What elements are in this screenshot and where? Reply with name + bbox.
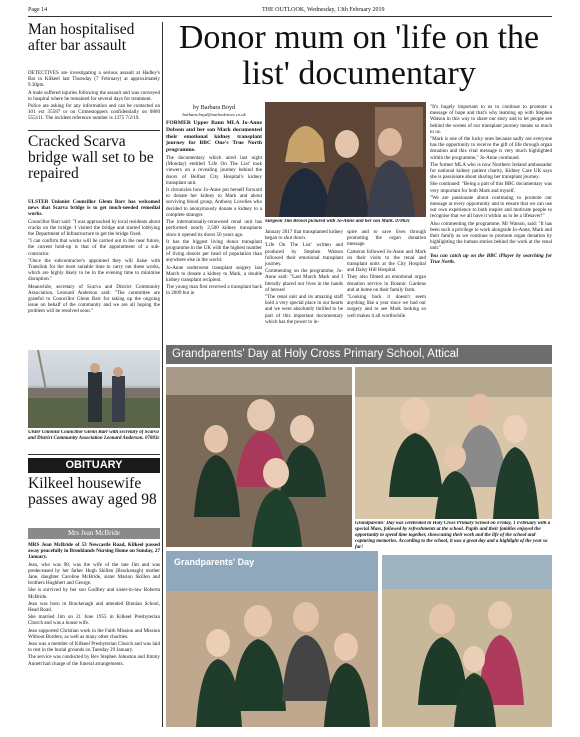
- main-col1: [166, 120, 262, 342]
- main-para: "Looking back it doesn't seem anything like a year since we had our surgery and to see Mark looking so well makes it all worthwhile.: [347, 294, 426, 319]
- story2-para: Meanwhile, secretary of Scarva and District Community Association, Leonard Anderson said: "The committee are grateful to Councillor Glenn Barr for taking up the ongoing issue on behalf of the community and we are all hoping the problem will be resolved soon.": [28, 283, 160, 315]
- main-para: "We are passionate about continuing to promote our message at every opportunity and to ensure that we can use our own experience to both inspire and motivate people to recognise that we all have it within us to be a lifesaver!": [430, 194, 552, 220]
- divider: [28, 454, 160, 455]
- bridge-illustration: [28, 350, 160, 428]
- main-para: The documentary which aired last night (Monday) entitled 'Life On The List' took viewers on a revealing journey behind the doors of Belfast City Hospital's kidney transplant unit.: [166, 155, 262, 186]
- main-para: Jo-Anne underwent transplant surgery last March to donate a kidney to Mark, a double kidney transplant recipient.: [166, 264, 262, 283]
- main-para: Cameras followed Jo-Anne and Mark on their visits to the renal and transplant units at the City Hospital and Daisy Hill Hospital.: [347, 248, 426, 274]
- byline: by Barbara Boyd: [192, 104, 236, 111]
- obituary-para: Jean was born in Brackenagh and attended Binnian School, Head Road.: [28, 600, 160, 614]
- main-para: The internationally-renowned renal unit has performed nearly 2,500 kidney transplants since it opened its doors 50 years ago.: [166, 219, 262, 238]
- main-para: "It's hugely important to us to continue to promote a message of hope and that's why teaming up with Stephen Watson in this way to share our story and to let people see behind the scenes of our transplant journey means so much to us.: [430, 104, 552, 135]
- main-para: Also commenting the programme, Mr Watson, said: "It has been such a privilege to work alongside Jo-Anne, Mark and their family as we continue to promote organ donation by highlighting the human stories behind the work at the renal unit.": [430, 220, 552, 252]
- story2-para: "I can confirm that works will be carried out in the near future, the current hold-up is that of the appointment of a sub-contractor.: [28, 238, 160, 257]
- main-col3: [347, 229, 426, 342]
- obituary-headline: Kilkeel housewife passes away aged 98: [28, 476, 157, 508]
- main-para: January 2017 that transplanted kidney began to shut down.: [265, 229, 343, 242]
- main-para: spire and to save lives through promoting the organ donation message.: [347, 229, 426, 248]
- main-para: 'Life On The List' written and produced by Stephen Watson followed their emotional transplant journey.: [265, 242, 343, 268]
- divider: [28, 130, 160, 131]
- grandparents-photo-2: [355, 367, 552, 519]
- left-column: [28, 22, 160, 727]
- grandparents-banner: Grandparents' Day at Holy Cross Primary School, Attical: [166, 345, 552, 364]
- main-para: They also filmed an emotional organ donation service in Botanic Gardens and at home on their family farm.: [347, 274, 426, 293]
- story2-headline: Cracked Scarva bridge wall set to be repaired: [28, 134, 154, 182]
- byline-email: barbara.boyd@outlooknews.co.uk: [182, 112, 246, 117]
- story1-para: DETECTIVES are investigating a serious assault at Hadley's Bar in Kilkeel last Thursday (7 February) at approximately 9.30pm.: [28, 70, 160, 89]
- obituary-para: Jean was a member of Kilkeel Presbyterian Church and was laid to rest in the burial grounds on Tuesday 29 January.: [28, 641, 160, 654]
- obituary-para: She is survived by her son Godfrey and sister-in-law Roberta McBride.: [28, 587, 160, 600]
- main-tail: You can catch up on the BBC iPlayer by searching for True North.: [430, 252, 552, 265]
- main-para: It has the biggest living donor transplant programme in the UK with the highest number of living donors per head of population than anywhere else in the world.: [166, 238, 262, 264]
- obituary-name-bar: Mrs Jean McBride: [28, 528, 160, 539]
- column-rule: [162, 22, 163, 727]
- main-para: "Mark is one of the lucky ones because sadly not everyone has the opportunity to receive the gift of life through organ donation and this vital message is very much highlighted within the programme," Jo-Anne continued.: [430, 136, 552, 161]
- main-para: She continued: "Being a part of this BBC documentary was very important for both Mark and myself.: [430, 181, 552, 194]
- scarva-caption: Ulster Unionist Councillor Glenn Barr with secretary of Scarva and District Community Association Leonard Anderson. 07803c: [28, 430, 160, 441]
- grandparents-photo-3: [166, 551, 378, 727]
- grandparents-illustration-2: [355, 367, 552, 519]
- story1-para: Police are asking for any information and can be contacted on 101 ext 35587 or on Crimestoppers confidentially on 0800 555111. The incident reference number is 1375 7/2/19.: [28, 103, 160, 122]
- story2-para: "Once the subcontractor's appointed they will liaise with Translink for the most suitable time to carry out these works, which are highly likely to be in the evening time to minimise disruption.": [28, 257, 160, 283]
- main-lead: FORMER Upper Bann MLA Jo-Anne Dobson and her son Mark documented their emotional kidney transplant journey for BBC One's True North programme.: [166, 120, 262, 154]
- obituary-para: Jean, who was 98, was the wife of the late Jim and was predeceased by her father Hugh Skillen (Brackenagh) mother Jane, daughter Caroline McBride, sister Marion Skillen and brothers Hughbert and George.: [28, 561, 160, 587]
- grandparents-photo-1: [166, 367, 352, 547]
- page-number: Page 14: [28, 7, 48, 13]
- publication-line: THE OUTLOOK, Wednesday, 13th February 2019: [262, 7, 385, 13]
- main-headline: Donor mum on 'life on the list' documentary: [178, 20, 540, 92]
- main-para: Commenting on the programme, Jo-Anne said: "Last March Mark and I literally placed our lives in the hands of heroes!: [265, 268, 343, 293]
- main-para: It chronicles how Jo-Anne put herself forward to donate her kidney to Mark and about surviving blood group, Anthony Lovelies who decided to anonymously donate a kidney to a complete stranger.: [166, 187, 262, 218]
- obituary-para: Jean supported Christian work in the Faith Mission and Mission Without Borders, as well as many other charities.: [28, 627, 160, 640]
- obituary-kicker: OBITUARY: [28, 458, 160, 473]
- story2-body: [28, 199, 160, 349]
- photo-text-grandparents: Grandparents' Day: [174, 557, 255, 567]
- main-para: The former MLA who is now Northern Ireland ambassador for national kidney patient charity, Kidney Care UK says she is passionate about sharing her transplant journey.: [430, 161, 552, 181]
- story1-para: A male suffered injuries following the assault and was conveyed to hospital where he remained for several days for treatment.: [28, 89, 160, 102]
- story1-body: [28, 70, 160, 128]
- story2-para: Councillor Barr said: "I was approached by local residents about cracks on the bridge. I visited the bridge and started lobbying the Department of Infrastructure to get the bridge fixed.: [28, 218, 160, 238]
- grandparents-photo-4: [382, 555, 552, 727]
- surgeon-caption: Surgeon Tim Brown pictured with Jo-Anne and her son Mark. 07802c: [265, 219, 410, 224]
- main-col2: [265, 229, 343, 342]
- main-col4: [430, 104, 552, 342]
- grandparents-caption: Grandparents' Day was celebrated in Holy Cross Primary School on Friday, 1 February with a special Mass, followed by refreshments at the school. Pupils and their families enjoyed the opportunity to spend time together, showcasing their work and the life of the school and capturing memories. According to the school, it was a great day and a highlight of the year so far!: [355, 521, 551, 550]
- obituary-para: She married Jim on 21 June 1955 in Kilkeel Presbyterian Church and was a house wife.: [28, 614, 160, 627]
- grandparents-illustration-4: [382, 555, 552, 727]
- grandparents-illustration-1: [166, 367, 352, 547]
- surgeon-photo: [265, 102, 426, 217]
- obituary-body: [28, 542, 160, 727]
- obituary-lead: MRS Jean McBride of 53 Newcastle Road, Kilkeel passed away peacefully in Brooklands Nursing Home on Sunday, 27 January.: [28, 542, 160, 561]
- story2-lead: ULSTER Unionist Councillor Glenn Barr has welcomed news that Scarva bridge is to get much-needed remedial works.: [28, 199, 160, 218]
- surgeon-illustration: [265, 102, 426, 217]
- obituary-para: The service was conducted by Rev Stephen Johnston and Jimmy Annett had charge of the funeral arrangements.: [28, 654, 160, 667]
- main-para: The young man first received a transplant back in 2009 but in: [166, 284, 262, 297]
- page-header: [28, 7, 552, 17]
- story1-headline: Man hospitalised after bar assault: [28, 22, 135, 54]
- main-para: "The renal unit and its amazing staff hold a very special place in our hearts and we were absolutely thrilled to be part of this important documentary which has the power to in-: [265, 294, 343, 325]
- grandparents-illustration-3: [166, 551, 378, 727]
- scarva-bridge-photo: [28, 350, 160, 428]
